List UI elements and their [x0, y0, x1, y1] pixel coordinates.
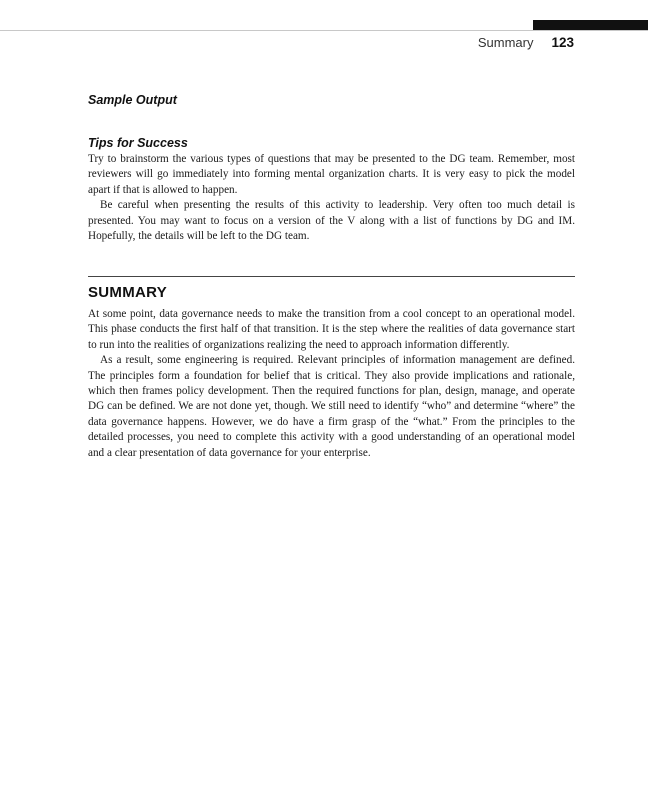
running-head-title: Summary — [477, 35, 534, 50]
page-number: 123 — [551, 35, 574, 50]
header-rule — [0, 30, 648, 31]
summary-paragraph-2: As a result, some engineering is required. Relevant principles of information management are defined. The principles form a foundation for belief that is critical. They also provide implications and rationale, which then frames policy development. Then the required functions for plan, design, manage, and operate DG can be defined. We are not done yet, though. We still need to identify “who” and determine “where” the data governance happens. However, we do have a firm grasp of the “what.” From the principles to the detailed processes, you need to complete this activity with a good understanding of an operational model and a clear presentation of data governance for your enterprise. — [88, 354, 575, 459]
summary-paragraph-1: At some point, data governance needs to make the transition from a cool concept to an operational model. This phase conducts the first half of that transition. It is the step where the realities of data governance start to run into the realities of organizations realizing the need to approach information differently. — [88, 308, 575, 351]
summary-rule — [88, 276, 575, 277]
tips-body — [88, 152, 575, 244]
tips-paragraph-1: Try to brainstorm the various types of questions that may be presented to the DG team. Remember, most reviewers will go immediately into forming mental organization charts. It is very easy to pick the model apart if that is allowed to happen. — [88, 153, 575, 196]
running-head — [478, 35, 574, 50]
summary-heading: SUMMARY — [88, 284, 168, 301]
sample-output-heading: Sample Output — [88, 93, 177, 107]
tips-paragraph-2: Be careful when presenting the results of this activity to leadership. Very often too much detail is presented. You may want to focus on a version of the V along with a list of functions by DG and IM. Hopefully, the details will be left to the DG team. — [88, 199, 575, 243]
summary-body — [88, 307, 575, 461]
tips-heading: Tips for Success — [88, 136, 188, 150]
